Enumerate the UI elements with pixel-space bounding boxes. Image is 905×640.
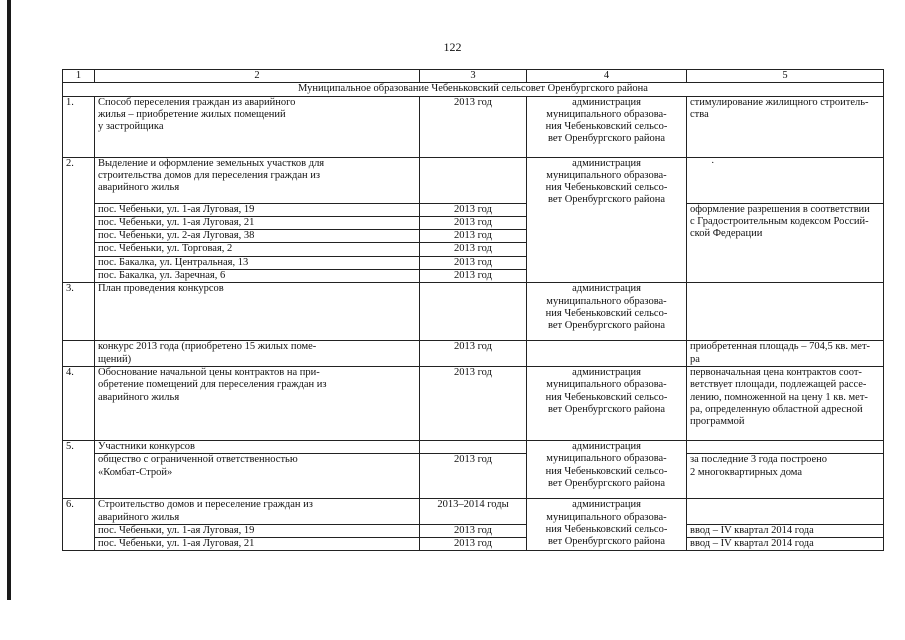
row-result: ввод – IV квартал 2014 года	[687, 538, 884, 551]
section-title: Муниципальное образование Чебеньковский сельсовет Оренбургского района	[63, 83, 884, 96]
row-year: 2013 год	[420, 96, 527, 157]
table-row	[63, 283, 884, 341]
row-result: ввод – IV квартал 2014 года	[687, 524, 884, 537]
header-row	[63, 70, 884, 83]
row-mark: ·	[687, 157, 884, 203]
row-description: Строительство домов и переселение граждан из аварийного жилья	[95, 499, 420, 525]
row-address: пос. Чебеньки, ул. 1-ая Луговая, 19	[95, 524, 420, 537]
row-address: пос. Бакалка, ул. Центральная, 13	[95, 256, 420, 269]
row-description: общество с ограниченной ответственностью «Комбат-Строй»	[95, 454, 420, 499]
row-address: пос. Чебеньки, ул. 1-ая Луговая, 19	[95, 203, 420, 216]
row-description: План проведения конкурсов	[95, 283, 420, 341]
header-cell: 2	[95, 70, 420, 83]
row-result-empty	[687, 440, 884, 453]
row-number: 2.	[63, 157, 95, 283]
row-year: 2013 год	[420, 256, 527, 269]
row-description: Выделение и оформление земельных участков для строительства домов для переселения граждан из аварийного жилья	[95, 157, 420, 203]
row-year: 2013 год	[420, 216, 527, 229]
row-year-empty	[420, 283, 527, 341]
row-organization: администрация муниципального образова- ния Чебеньковский сельсо- вет Оренбургского района	[527, 157, 687, 283]
row-year: 2013 год	[420, 341, 527, 367]
row-organization: администрация муниципального образова- ния Чебеньковский сельсо- вет Оренбургского района	[527, 440, 687, 498]
row-year: 2013 год	[420, 270, 527, 283]
row-number-empty	[63, 341, 95, 367]
section-title-row	[63, 83, 884, 96]
row-year-empty	[420, 440, 527, 453]
table-row	[63, 538, 884, 551]
table-row	[63, 454, 884, 499]
row-number: 4.	[63, 366, 95, 440]
table-row	[63, 499, 884, 525]
page-edge-shadow	[7, 0, 11, 600]
row-description: Способ переселения граждан из аварийного жилья – приобретение жилых помещений у застройщика	[95, 96, 420, 157]
row-address: пос. Бакалка, ул. Заречная, 6	[95, 270, 420, 283]
header-cell: 5	[687, 70, 884, 83]
table-row	[63, 157, 884, 203]
row-year: 2013 год	[420, 538, 527, 551]
row-organization: администрация муниципального образова- ния Чебеньковский сельсо- вет Оренбургского района	[527, 366, 687, 440]
row-address: пос. Чебеньки, ул. 2-ая Луговая, 38	[95, 230, 420, 243]
row-description: Обоснование начальной цены контрактов на при- обретение помещений для переселения граждан из аварийного жилья	[95, 366, 420, 440]
row-number: 3.	[63, 283, 95, 341]
row-description: конкурс 2013 года (приобретено 15 жилых поме- щений)	[95, 341, 420, 367]
row-result: стимулирование жилищного строитель- ства	[687, 96, 884, 157]
header-cell: 1	[63, 70, 95, 83]
row-result-empty	[687, 499, 884, 525]
row-result-empty	[687, 283, 884, 341]
header-cell: 3	[420, 70, 527, 83]
row-organization-empty	[527, 341, 687, 367]
table-row	[63, 440, 884, 453]
row-description: Участники конкурсов	[95, 440, 420, 453]
row-number: 6.	[63, 499, 95, 551]
row-address: пос. Чебеньки, ул. 1-ая Луговая, 21	[95, 216, 420, 229]
row-year: 2013 год	[420, 366, 527, 440]
row-address: пос. Чебеньки, ул. 1-ая Луговая, 21	[95, 538, 420, 551]
row-result: первоначальная цена контрактов соот- ветствует площади, подлежащей рассе- лению, помноженной на цену 1 кв. мет- ра, определенную областной адресной программой	[687, 366, 884, 440]
row-result: за последние 3 года построено 2 многоквартирных дома	[687, 454, 884, 499]
table-row	[63, 96, 884, 157]
header-cell: 4	[527, 70, 687, 83]
table-row	[63, 524, 884, 537]
row-organization: администрация муниципального образова- ния Чебеньковский сельсо- вет Оренбургского района	[527, 96, 687, 157]
row-year: 2013 год	[420, 230, 527, 243]
row-year: 2013 год	[420, 243, 527, 256]
table-row	[63, 366, 884, 440]
row-number: 5.	[63, 440, 95, 498]
row-year: 2013 год	[420, 454, 527, 499]
page-number: 122	[443, 40, 462, 54]
row-number: 1.	[63, 96, 95, 157]
row-year: 2013 год	[420, 203, 527, 216]
row-year: 2013–2014 годы	[420, 499, 527, 525]
row-result: приобретенная площадь – 704,5 кв. мет- ра	[687, 341, 884, 367]
program-table	[62, 69, 884, 551]
row-year-empty	[420, 157, 527, 203]
row-address: пос. Чебеньки, ул. Торговая, 2	[95, 243, 420, 256]
row-organization: администрация муниципального образова- ния Чебеньковский сельсо- вет Оренбургского района	[527, 283, 687, 341]
row-year: 2013 год	[420, 524, 527, 537]
row-organization: администрация муниципального образова- ния Чебеньковский сельсо- вет Оренбургского района	[527, 499, 687, 551]
table-row	[63, 341, 884, 367]
table-row	[63, 203, 884, 216]
row-result: оформление разрешения в соответствии с Градостроительным кодексом Россий- ской Федерации	[687, 203, 884, 283]
